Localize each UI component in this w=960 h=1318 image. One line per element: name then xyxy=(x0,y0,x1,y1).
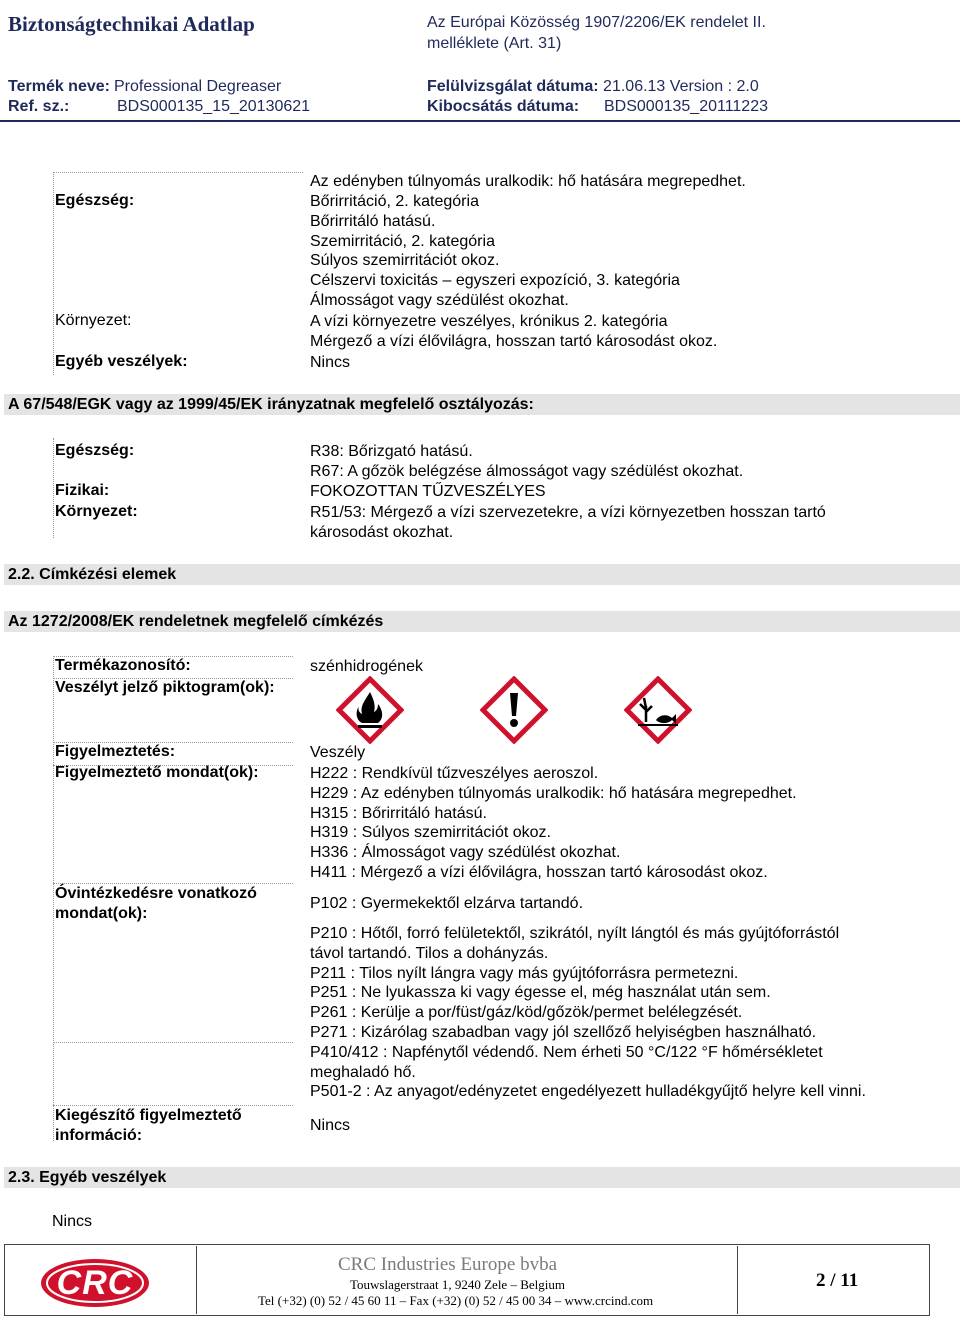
hazard-env-line: Mérgező a vízi élővilágra, hosszan tartó károsodást okoz. xyxy=(310,332,718,350)
class-env-line: R51/53: Mérgező a vízi szervezetekre, a vízi környezetben hosszan tartó xyxy=(310,504,826,521)
review-date-row: Felülvizsgálat dátuma: 21.06.13 Version : 2.0 xyxy=(427,78,759,95)
hazard-env-list xyxy=(310,312,717,352)
hazard-top-line: Az edényben túlnyomás uralkodik: hő hatására megrepedhet. xyxy=(310,173,746,190)
environment-icon xyxy=(624,676,692,744)
supplemental-info-label: Kiegészítő figyelmeztető információ: xyxy=(55,1107,242,1144)
company-name: CRC Industries Europe bvba xyxy=(338,1254,558,1275)
precautionary-label: Óvintézkedésre vonatkozó mondat(ok): xyxy=(55,885,257,922)
signal-word-value: Veszély xyxy=(310,744,366,761)
product-identifier-label: Termékazonosító: xyxy=(55,657,191,674)
hazard-health-list xyxy=(310,192,680,311)
precautionary-statement: P501-2 : Az anyagot/edényzetet engedélyezett hulladékgyűjtő helyre kell vinni. xyxy=(310,1083,866,1101)
class-env-line: károsodást okozhat. xyxy=(310,523,454,541)
classification-heading: A 67/548/EGK vagy az 1999/45/EK irányzatnak megfelelő osztályozás: xyxy=(4,394,960,415)
labelling-table-border xyxy=(53,656,54,1141)
hazard-statement: H315 : Bőrirritáló hatású. xyxy=(310,804,487,822)
regulation-reference: Az Európai Közösség 1907/2206/EK rendelet II. melléklete (Art. 31) xyxy=(427,14,766,52)
ref-value: BDS000135_15_20130621 xyxy=(117,98,311,115)
issue-date-value: BDS000135_20111223 xyxy=(604,98,768,115)
hazard-statement: H411 : Mérgező a vízi élővilágra, hosszan tartó károsodást okoz. xyxy=(310,863,768,881)
precautionary-statements-list xyxy=(310,924,866,1102)
hazard-table-border xyxy=(53,172,54,375)
precautionary-statement: meghaladó hő. xyxy=(310,1063,416,1081)
class-physical-label: Fizikai: xyxy=(55,482,110,499)
precautionary-statement: P271 : Kizárólag szabadban vagy jól szellőző helyiségben használható. xyxy=(310,1023,817,1041)
precautionary-statement: P211 : Tilos nyílt lángra vagy más gyújtóforrásra permetezni. xyxy=(310,964,739,982)
precautionary-statement: P261 : Kerülje a por/füst/gáz/köd/gőzök/permet belélegzését. xyxy=(310,1004,743,1022)
precaution-p102: P102 : Gyermekektől elzárva tartandó. xyxy=(310,895,584,912)
hazard-statement: H336 : Álmosságot vagy szédülést okozhat. xyxy=(310,844,621,862)
hazard-env-label: Környezet: xyxy=(55,312,132,329)
company-address: Touwslagerstraat 1, 9240 Zele – Belgium xyxy=(350,1277,565,1292)
hazard-health-line: Súlyos szemirritációt okoz. xyxy=(310,252,500,270)
hazard-statement: H319 : Súlyos szemirritációt okoz. xyxy=(310,824,551,842)
product-name-row: Termék neve: Professional Degreaser xyxy=(8,78,282,95)
hazard-statement: H222 : Rendkívül tűzveszélyes aeroszol. xyxy=(310,765,599,782)
hazard-other-value: Nincs xyxy=(310,354,351,371)
footer-divider xyxy=(737,1246,738,1314)
labelling-table-border xyxy=(53,1042,293,1043)
class-env-list xyxy=(310,503,826,543)
section-2-3-heading: 2.3. Egyéb veszélyek xyxy=(4,1167,960,1188)
classification-table-border xyxy=(53,438,54,538)
hazard-env-line: A vízi környezetre veszélyes, krónikus 2. kategória xyxy=(310,313,668,330)
class-physical-value: FOKOZOTTAN TŰZVESZÉLYES xyxy=(310,483,546,500)
class-env-label: Környezet: xyxy=(55,503,138,520)
pictogram-label: Veszélyt jelző piktogram(ok): xyxy=(55,679,275,696)
other-hazards-value: Nincs xyxy=(52,1213,93,1230)
class-health-line: R38: Bőrizgató hatású. xyxy=(310,443,473,460)
page-number: 2 / 11 xyxy=(816,1270,859,1291)
precautionary-statement: P251 : Ne lyukassza ki vagy égesse el, még használat után sem. xyxy=(310,984,771,1002)
exclamation-icon xyxy=(480,676,548,744)
flame-icon xyxy=(336,676,404,744)
supplemental-info-value: Nincs xyxy=(310,1117,351,1134)
hazard-other-label: Egyéb veszélyek: xyxy=(55,353,188,370)
class-health-label: Egészség: xyxy=(55,442,135,459)
product-identifier-value: szénhidrogének xyxy=(310,658,423,675)
hazard-health-line: Bőrirritáló hatású. xyxy=(310,212,436,230)
hazard-health-line: Célszervi toxicitás – egyszeri expozíció, 3. kategória xyxy=(310,272,680,290)
hazard-table-border xyxy=(53,172,303,173)
document-title: Biztonságtechnikai Adatlap xyxy=(8,12,255,36)
header-divider xyxy=(0,120,960,122)
hazard-health-line: Álmosságot vagy szédülést okozhat. xyxy=(310,291,569,309)
hazard-statement: H229 : Az edényben túlnyomás uralkodik: hő hatására megrepedhet. xyxy=(310,784,797,802)
hazard-health-line: Bőrirritáció, 2. kategória xyxy=(310,193,479,210)
hazard-statements-list xyxy=(310,764,797,883)
hazard-health-line: Szemirritáció, 2. kategória xyxy=(310,232,495,250)
hazard-health-label: Egészség: xyxy=(55,192,135,209)
signal-word-label: Figyelmeztetés: xyxy=(55,743,176,760)
company-contact: Tel (+32) (0) 52 / 45 60 11 – Fax (+32) (0) 52 / 45 00 34 – www.crcind.com xyxy=(258,1293,654,1308)
ref-row: Ref. sz.: xyxy=(8,98,70,115)
hazard-statements-label: Figyelmeztető mondat(ok): xyxy=(55,764,259,781)
class-health-list xyxy=(310,442,743,482)
precautionary-statement: távol tartandó. Tilos a dohányzás. xyxy=(310,944,549,962)
section-2-2-heading: 2.2. Címkézési elemek xyxy=(4,564,960,585)
labelling-heading: Az 1272/2008/EK rendeletnek megfelelő címkézés xyxy=(4,611,960,632)
issue-date-label: Kibocsátás dátuma: xyxy=(427,98,580,115)
class-health-line: R67: A gőzök belégzése álmosságot vagy szédülést okozhat. xyxy=(310,462,744,480)
footer-divider xyxy=(196,1246,197,1314)
crc-logo-text: CRC xyxy=(56,1264,134,1302)
precautionary-statement: P410/412 : Napfénytől védendő. Nem érheti 50 °C/122 °F hőmérsékletet xyxy=(310,1043,823,1061)
precautionary-statement: P210 : Hőtől, forró felületektől, szikrától, nyílt lángtól és más gyújtóforrástól xyxy=(310,925,840,942)
